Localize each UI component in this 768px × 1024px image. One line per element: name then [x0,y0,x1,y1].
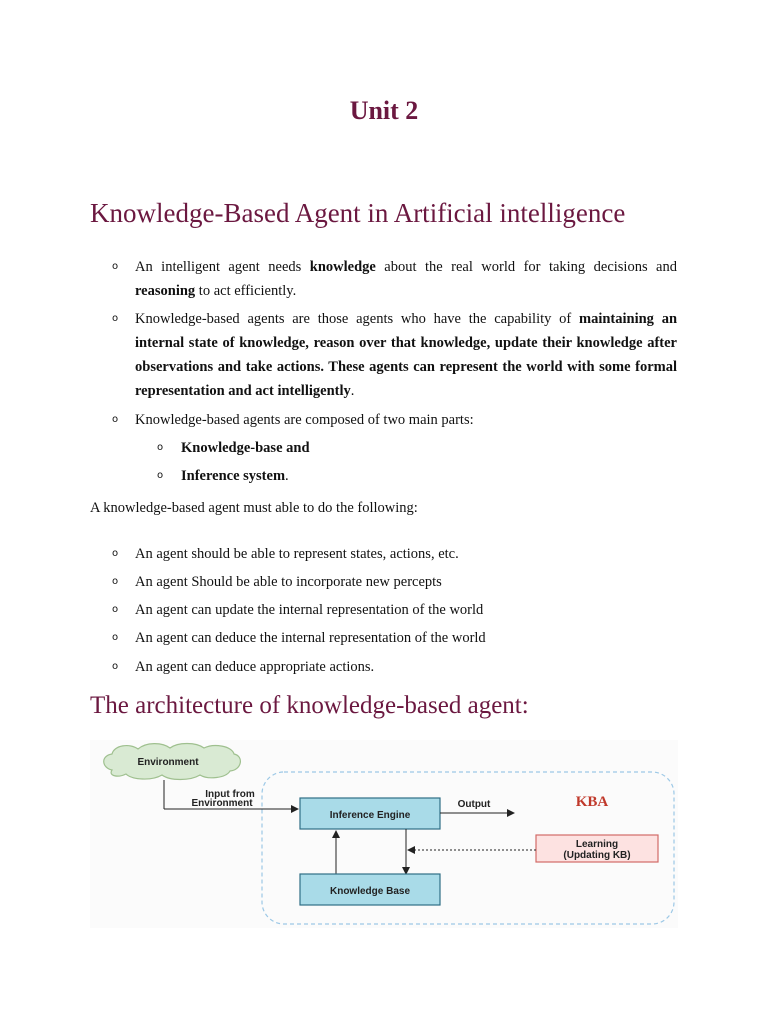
list-item [112,307,678,403]
output-label: Output [457,799,491,810]
knowledge-base-label: Knowledge Base [329,886,411,897]
architecture-diagram [90,740,678,928]
list-item [112,626,677,650]
text-run: Knowledge-based agents are those agents who have the capability of [135,311,579,327]
bullet-icon: o [112,576,119,587]
list-item [112,408,677,432]
list-item [112,255,677,303]
input-label: Input from [205,789,255,800]
architecture-heading: The architecture of knowledge-based agent: [90,692,529,719]
text-run: . [285,468,289,484]
bullet-icon: o [112,261,119,272]
text-run: An agent can deduce the internal representation of the world [135,630,486,646]
text-run: to act efficiently. [195,283,297,299]
bullet-icon: o [112,632,119,643]
bullet-icon: o [157,470,164,481]
list-item [112,655,677,679]
kba-label: KBA [575,794,609,810]
bold-term: maintaining an internal state of knowledge, reason over that knowledge, update their knowledge after observations and take actions. These agents can represent the world with some formal representation and act intelligently [135,311,678,399]
diagram-svg [90,740,678,928]
bold-term: knowledge [309,259,376,275]
text-run: . [350,383,355,399]
text-run: An agent Should be able to incorporate new percepts [135,574,442,590]
input-label: Environment [191,798,253,809]
text-run: Knowledge-based agents are composed of two main parts: [135,412,474,428]
environment-label: Environment [137,757,199,768]
bullet-icon: o [112,661,119,672]
text-run: about the real world for taking decisions and [375,259,677,275]
section-heading: Knowledge-Based Agent in Artificial intelligence [90,198,626,228]
bold-term: Inference system [181,468,286,484]
text-run: An agent should be able to represent states, actions, etc. [135,546,459,562]
list-item [112,570,677,594]
sub-list-item [157,464,661,488]
inference-engine-label: Inference Engine [329,810,411,821]
bullet-icon: o [157,442,164,453]
bullet-icon: o [112,548,119,559]
bullet-icon: o [112,604,119,615]
text-run: An intelligent agent needs [135,259,310,275]
unit-title: Unit 2 [349,96,419,125]
sub-list-item [157,436,661,460]
list-item [112,598,677,622]
bold-term: Knowledge-base and [181,440,310,456]
bullet-icon: o [112,414,119,425]
learning-label: Learning [575,839,619,850]
text-run: An agent can deduce appropriate actions. [135,659,375,675]
text-run: An agent can update the internal representation of the world [135,602,484,618]
bullet-icon: o [112,313,119,324]
learning-label: (Updating KB) [563,850,631,861]
requirements-intro: A knowledge-based agent must able to do the following: [90,500,418,516]
list-item [112,542,677,566]
bold-term: reasoning [135,283,196,299]
